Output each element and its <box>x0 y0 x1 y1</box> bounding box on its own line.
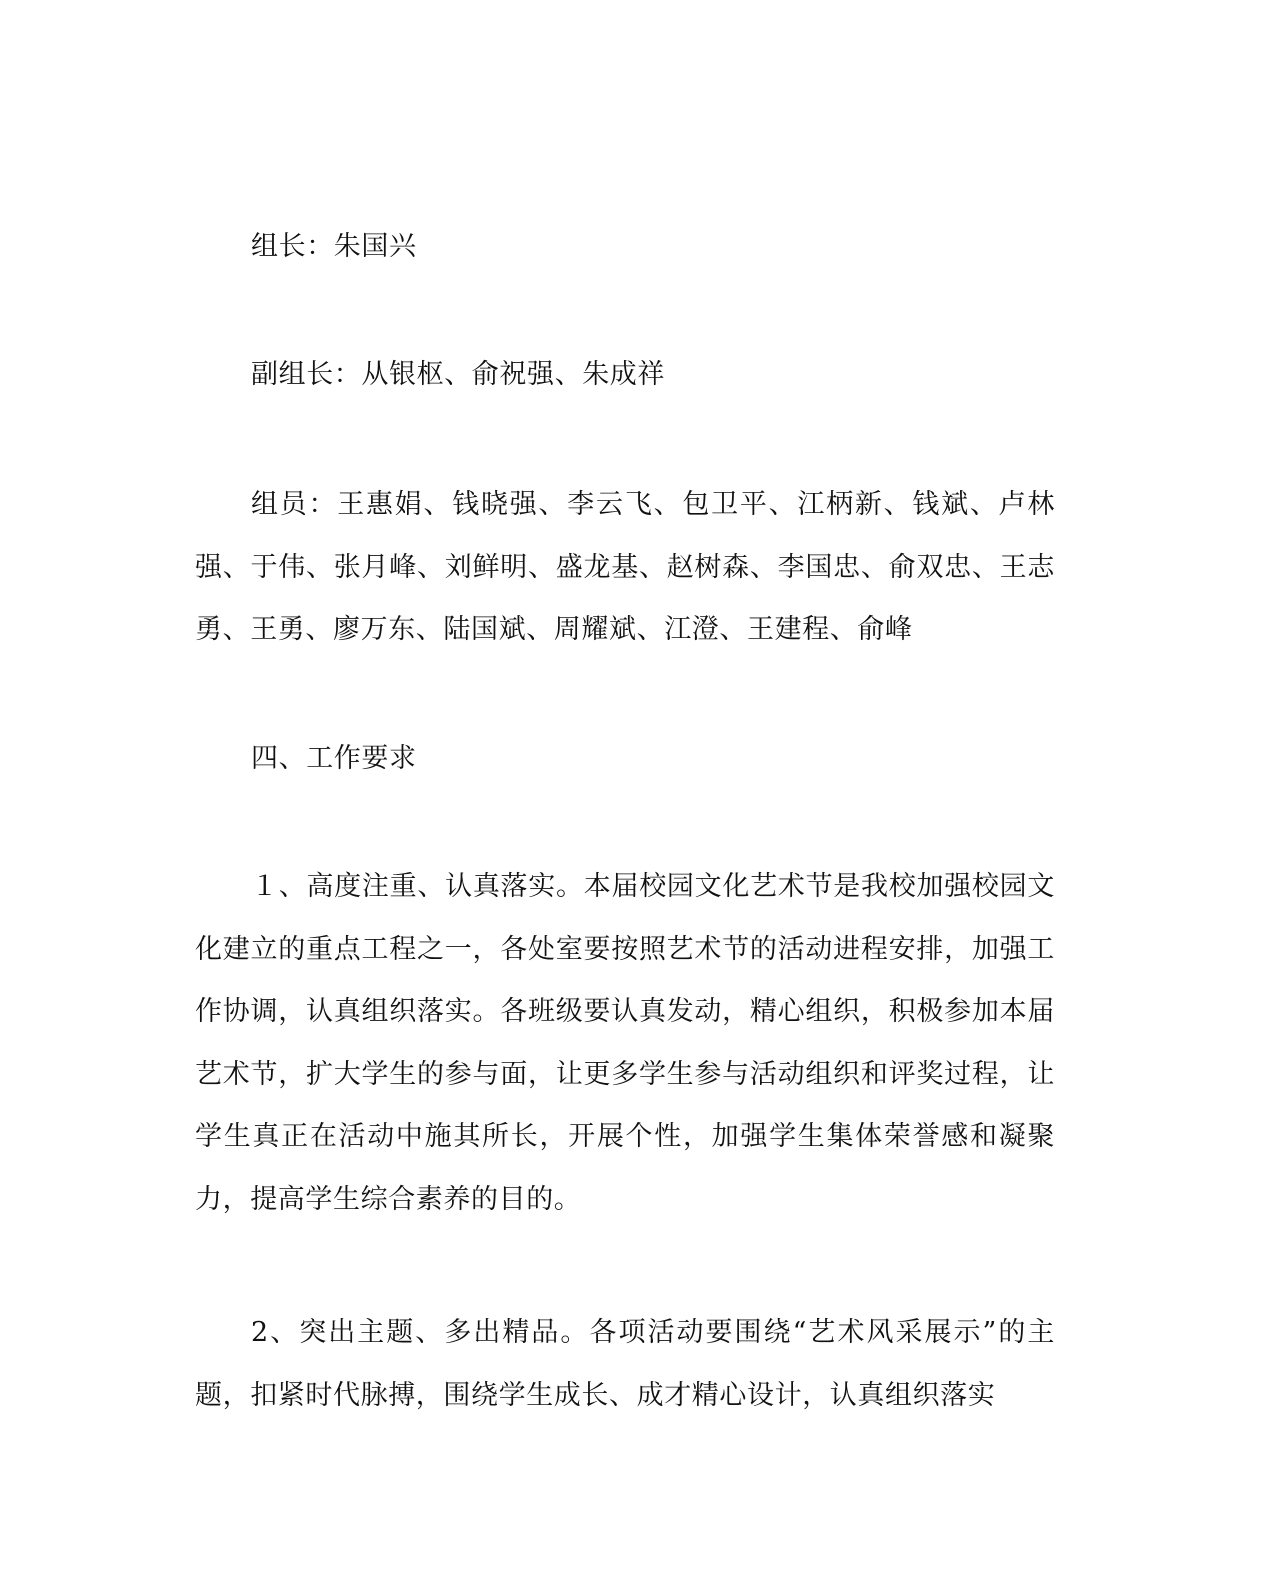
requirement-1-paragraph: １、高度注重、认真落实。本届校园文化艺术节是我校加强校园文化建立的重点工程之一，各处室要按照艺术节的活动进程安排，加强工作协调，认真组织落实。各班级要认真发动，精心组织，积极参加本届艺术节，扩大学生的参与面，让更多学生参与活动组织和评奖过程，让学生真正在活动中施其所长，开展个性，加强学生集体荣誉感和凝聚力，提高学生综合素养的目的。 <box>195 871 1055 1215</box>
group-leader-line: 组长：朱国兴 <box>251 231 417 262</box>
requirement-2-paragraph: 2、突出主题、多出精品。各项活动要围绕“艺术风采展示”的主题，扣紧时代脉搏，围绕学生成长、成才精心设计，认真组织落实 <box>195 1317 1055 1411</box>
section-heading: 四、工作要求 <box>251 743 417 774</box>
deputy-leader-line: 副组长：从银枢、俞祝强、朱成祥 <box>251 359 665 390</box>
group-members-paragraph: 组员：王惠娟、钱晓强、李云飞、包卫平、江柄新、钱斌、卢林强、于伟、张月峰、刘鲜明、盛龙基、赵树森、李国忠、俞双忠、王志勇、王勇、廖万东、陆国斌、周耀斌、江澄、王建程、俞峰 <box>195 489 1055 645</box>
